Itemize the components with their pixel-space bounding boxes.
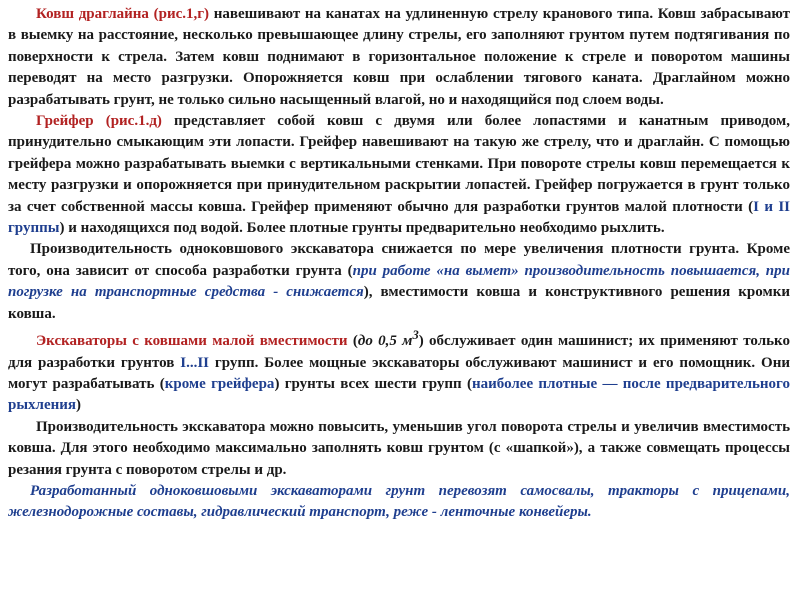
productivity-note: при работе «на вымет» производительность повышается, при погрузке на транспортные средства - снижается (8, 262, 790, 301)
small-text-1: ) обслуживает один машинист; их применяют только для разработки грунтов (8, 333, 790, 371)
figure-ref-1d: (рис.1.д) (105, 113, 162, 130)
small-soil-groups: I...II (180, 354, 209, 371)
term-small-excavators: Экскаваторы с ковшами малой вместимости (36, 333, 348, 350)
small-text-3: ) грунты всех шести групп ( (274, 375, 472, 392)
small-open-paren: ( (347, 333, 358, 350)
paragraph-dragline (8, 4, 790, 111)
transport-text: Разработанный одноковшовыми экскаваторами грунт перевозят самосвалы, тракторы с прицепами, железнодорожные составы, гидравлический транспорт, реже - ленточные конвейеры. (8, 482, 790, 521)
cubic-superscript: 3 (412, 328, 419, 343)
paragraph-grab (8, 111, 790, 239)
dense-after-loosening: наиболее плотные — после предварительного рыхления (8, 375, 790, 414)
paragraph-increase-productivity (8, 417, 790, 481)
term-grab: Грейфер (36, 113, 94, 130)
small-text-2: групп. Более мощные экскаваторы обслуживают машинист и его помощник. Они могут разрабатывать ( (8, 354, 790, 392)
bucket-volume: до 0,5 м (357, 333, 413, 350)
productivity-text-1: Производительность одноковшового экскаватора снижается по мере увеличения плотности грунта. Кроме того, она зависит от способа разработки грунта ( (8, 241, 790, 279)
paragraph-productivity (8, 239, 790, 325)
small-text-4: ) (76, 397, 82, 414)
paragraph-small-excavators (8, 325, 790, 417)
figure-ref-1g: (рис.1,г) (153, 6, 210, 22)
dragline-text: навешивают на канатах на удлиненную стрелу кранового типа. Ковш забрасывают в выемку на расстояние, несколько превышающее длину стрелы, его заполняют грунтом путем подтягивания по поверхности к стрела. Затем ковш поднимают в горизонтальное положение к стреле и поворотом машины переводят на место разгрузки. Опорожняется ковш при ослаблении тягового каната. Драглайном можно разрабатывать грунт, не только сильно насыщенный влагой, но и находящийся под слоем воды. (8, 6, 790, 108)
grab-text-1: представляет собой ковш с двумя или более лопастями и канатным приводом, принудительно смыкающим эти лопасти. Грейфер навешивают на такую же стрелу, что и драглайн. С помощью грейфера можно разрабатывать выемки с вертикальными стенками. При повороте стрелы ковш перемещается к месту разгрузки и опорожняется при принудительном раскрытии лопастей. Грейфер погружается в грунт только за счет собственной массы ковша. Грейфер применяют обычно для разработки грунтов малой плотности ( (8, 113, 790, 215)
term-dragline-bucket: Ковш драглайна (36, 6, 149, 22)
grab-text-2: ) и находящихся под водой. Более плотные грунты предварительно необходимо рыхлить. (59, 220, 665, 237)
increase-text: Производительность экскаватора можно повысить, уменьшив угол поворота стрелы и увеличив вместимость ковша. Для этого необходимо максимально заполнять ковш грунтом (с «шапкой»), а также совмещать процессы резания грунта с поворотом стрелы и др. (8, 418, 790, 478)
paragraph-transport (8, 481, 790, 524)
except-grab: кроме грейфера (164, 375, 275, 392)
productivity-text-2: ), вместимости ковша и конструктивного решения кромки ковша. (8, 284, 790, 322)
grab-soil-groups: I и II группы (8, 198, 791, 237)
